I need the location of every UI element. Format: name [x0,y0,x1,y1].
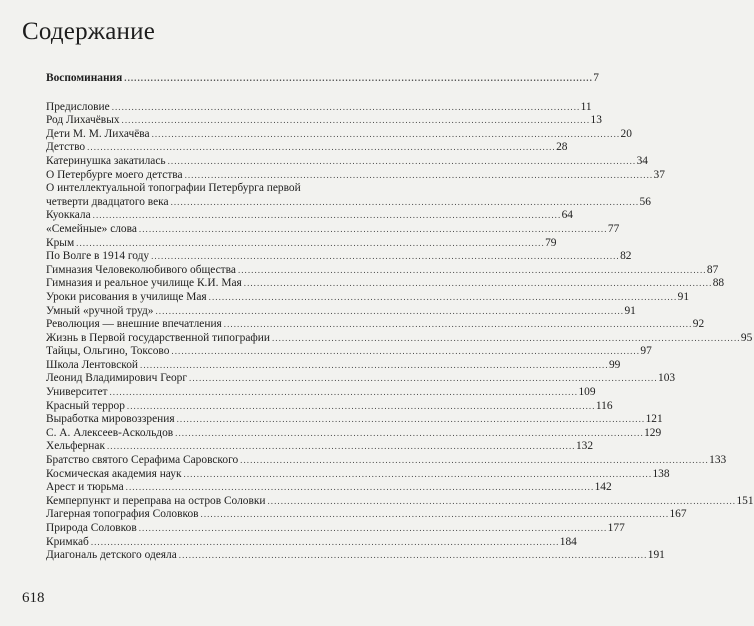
toc-entry-title: Род Лихачёвых [46,114,120,127]
toc-entry-page: 109 [578,386,596,399]
dot-leader [124,72,591,86]
toc-entry-title: Кемперпункт и переправа на остров Соловки [46,494,266,507]
toc-entry-row [46,127,632,142]
toc-entry-row [46,481,612,495]
toc-entry-page: 138 [652,467,670,480]
toc-entry-page: 64 [561,209,573,222]
toc-entry-page: 95 [740,331,753,344]
toc-entry-row [46,522,625,536]
toc-entry-page: 129 [644,426,662,439]
dot-leader [244,277,711,291]
dot-leader [209,291,676,305]
toc-entry-row [46,331,753,346]
dot-leader [224,318,691,332]
toc-entry-page: 79 [545,236,557,249]
dot-leader [238,264,705,278]
toc-entry-title: Выработка мировоззрения [46,413,175,426]
dot-leader [112,101,579,115]
toc-entry-row [46,440,594,454]
toc-entry-row [46,141,568,155]
toc-entry-title-continuation: четверти двадцатого века [46,195,169,208]
toc-entry-row [46,549,665,563]
dot-leader [139,522,606,536]
dot-leader [107,440,574,454]
toc-entry-title: Крым [46,236,75,249]
toc-entry-row [46,399,613,414]
toc-entry-row [46,386,596,400]
toc-entry-row [46,100,592,115]
toc-entry-row [46,413,663,427]
toc-entry-title: Куоккала [46,209,91,222]
dot-leader [140,359,607,373]
dot-leader [201,508,668,522]
toc-entry-row [46,209,573,223]
toc-entry-page: 88 [712,277,725,290]
toc-entry-page: 28 [556,141,568,154]
toc-entry-title: По Волге в 1914 году [46,250,150,263]
toc-entry-title: Арест и тюрьма [46,481,124,494]
toc-entry-title: Гимназия Человеколюбивого общества [46,263,236,276]
toc-entry-title: Диагональ детского одеяла [46,549,177,562]
toc-entry-title: Тайцы, Ольгино, Токсово [46,345,170,358]
dot-leader [171,345,638,359]
toc-entry-page: 87 [706,263,719,276]
dot-leader [268,495,735,509]
dot-leader [93,209,560,223]
dot-leader [87,141,554,155]
toc-entry-page: 82 [620,250,632,263]
toc-section-title: Воспоминания [46,72,123,84]
toc-entry-row [46,494,754,509]
toc-entry-row [46,290,690,305]
toc-entry-title: Гимназия и реальное училище К.И. Мая [46,277,242,290]
toc-section-row [46,72,599,86]
toc-entry-row [46,277,725,291]
dot-leader [240,454,707,468]
toc-entry-title: Природа Соловков [46,522,137,534]
toc-entry-row [46,426,662,441]
dot-leader [168,155,635,169]
toc-entry-row [46,182,362,196]
toc-entry-page: 142 [594,481,612,494]
toc-entry-page: 56 [639,195,651,208]
toc-entry-row [46,250,632,264]
dot-leader [76,237,543,251]
toc-entry-row [46,154,648,169]
dot-leader [177,413,644,427]
dot-leader [139,223,606,237]
toc-entry-page: 91 [624,304,636,317]
toc-entry-row [46,372,676,386]
toc-entry-page: 133 [709,454,727,467]
toc-entry-title: Лагерная топография Соловков [46,508,199,521]
toc-entry-row [46,236,557,251]
toc-entry-list [46,100,754,563]
toc-entry-title: Школа Лентовской [46,358,139,371]
toc-entry-title: Революция — внешние впечатления [46,318,222,331]
dot-leader [156,305,623,319]
toc-entry-page: 103 [658,372,676,385]
toc-entry-page: 191 [647,549,665,562]
toc-entry-title: Красный террор [46,399,125,412]
toc-entry-title: Леонид Владимирович Георг [46,372,188,385]
dot-leader [175,427,642,441]
dot-leader [122,114,589,128]
toc-entry-title: Катеринушка закатилась [46,154,166,167]
toc-entry-title: Жизнь в Первой государственной типографии [46,331,270,344]
toc-entry-row [46,222,620,237]
dot-leader [171,196,638,210]
toc-entry-title: Дети М. М. Лихачёва [46,127,150,140]
toc-entry-title: Университет [46,386,108,399]
toc-entry-page: 167 [669,508,687,521]
toc-entry-title: О интеллектуальной топографии Петербурга первой [46,182,301,195]
dot-leader [185,169,652,183]
dot-leader [184,468,651,482]
toc-entry-page: 13 [590,114,602,127]
toc-section-page: 7 [593,72,599,84]
toc-entry-row [46,263,719,278]
toc-entry-row [46,318,705,332]
toc-entry-row [46,345,652,359]
toc-entry-title: Умный «ручной труд» [46,304,154,317]
toc-entry-title: Хельфернак [46,440,105,453]
toc-entry-page: 121 [645,413,663,426]
dot-leader [189,372,656,386]
toc-entry-title: Детство [46,141,86,154]
toc-entry-title: Уроки рисования в училище Мая [46,290,207,303]
dot-leader [126,481,593,495]
toc-entry-row [46,535,577,550]
dot-leader [127,400,594,414]
toc-entry-page: 91 [677,290,690,303]
toc-entry-title: Предисловие [46,100,110,113]
toc-entry-page: 97 [640,345,652,358]
toc-entry-page: 11 [580,100,592,113]
toc-entry-page: 116 [595,399,613,412]
toc-entry-row [46,168,665,183]
toc-entry-row [46,454,727,468]
dot-leader [179,549,646,563]
toc-entry-row [46,358,621,373]
toc-entry-row [46,304,636,319]
dot-leader [151,250,618,264]
toc-entry-row [46,114,602,128]
dot-leader [109,386,576,400]
toc-entry-page: 177 [607,522,625,534]
dot-leader [152,128,619,142]
toc-entry-page: 132 [575,440,594,453]
toc-entry-page: 37 [653,168,665,181]
toc-entry-row [46,467,670,482]
dot-leader [91,536,558,550]
toc-entry-title: Космическая академия наук [46,467,182,480]
page-heading: Содержание [22,18,155,45]
toc-entry-title: «Семейные» слова [46,222,137,235]
toc-entry-title: Братство святого Серафима Саровского [46,454,239,467]
table-of-contents [46,72,754,563]
toc-entry-page: 184 [559,535,577,548]
toc-entry-page: 99 [608,358,621,371]
toc-entry-page: 92 [692,318,705,331]
toc-entry-title: О Петербурге моего детства [46,168,183,181]
toc-entry-title: Кримкаб [46,535,89,548]
toc-entry-page: 151 [736,494,754,507]
toc-entry-page: 34 [636,154,648,167]
dot-leader [272,332,739,346]
toc-entry-page: 20 [620,127,632,140]
page-number: 618 [22,590,45,606]
toc-entry-page: 77 [607,222,620,235]
toc-entry-row [46,508,687,522]
toc-entry-title: С. А. Алексеев-Аскольдов [46,426,174,439]
toc-entry-row-continuation [46,195,651,210]
